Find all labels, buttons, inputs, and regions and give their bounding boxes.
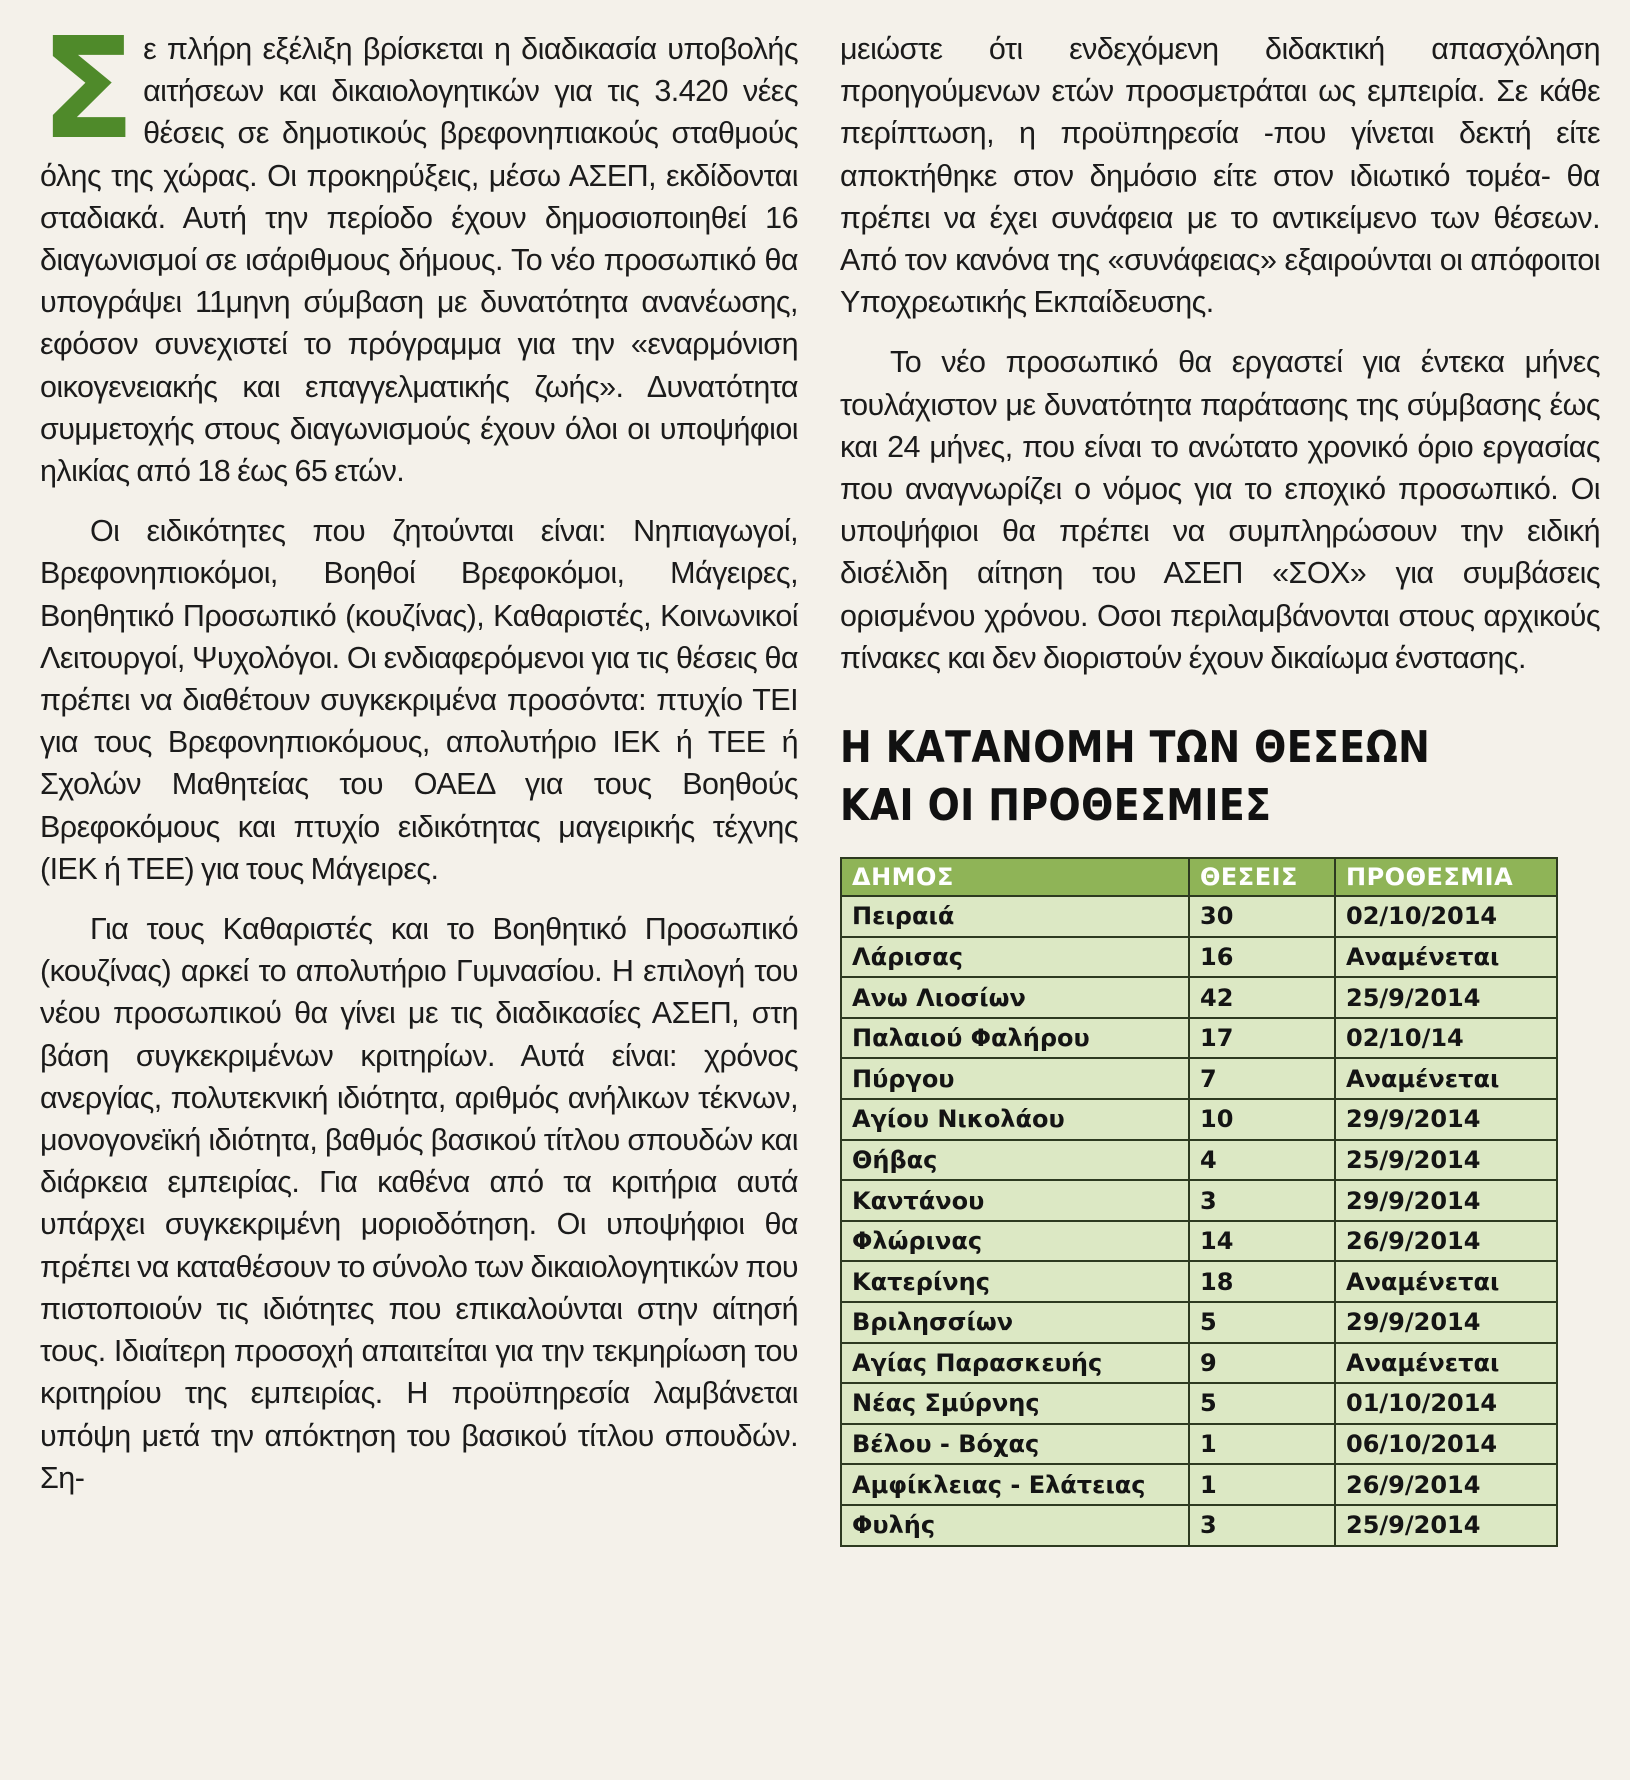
table-cell: 5 <box>1189 1383 1335 1424</box>
positions-table <box>840 857 1558 1547</box>
table-cell: 7 <box>1189 1058 1335 1099</box>
table-row <box>841 1099 1557 1140</box>
table-cell: Κατερίνης <box>841 1261 1189 1302</box>
table-row <box>841 896 1557 937</box>
box-heading-line: Η ΚΑΤΑΝΟΜΗ ΤΩΝ ΘΕΣΕΩΝ <box>840 722 1431 774</box>
table-cell: Βριλησσίων <box>841 1302 1189 1343</box>
table-cell: 4 <box>1189 1140 1335 1181</box>
table-cell: Αμφίκλειας - Ελάτειας <box>841 1464 1189 1505</box>
table-cell: 29/9/2014 <box>1335 1099 1557 1140</box>
table-cell: Θήβας <box>841 1140 1189 1181</box>
table-cell: 29/9/2014 <box>1335 1302 1557 1343</box>
table-cell: 01/10/2014 <box>1335 1383 1557 1424</box>
table-cell: 1 <box>1189 1464 1335 1505</box>
table-row <box>841 1058 1557 1099</box>
table-row <box>841 1464 1557 1505</box>
table-row <box>841 937 1557 978</box>
table-row <box>841 1261 1557 1302</box>
table-cell: 17 <box>1189 1018 1335 1059</box>
table-cell: Νέας Σμύρνης <box>841 1383 1189 1424</box>
column-header: ΠΡΟΘΕΣΜΙΑ <box>1335 858 1557 896</box>
table-cell: 1 <box>1189 1424 1335 1465</box>
table-cell: Καντάνου <box>841 1180 1189 1221</box>
paragraph: Οι ειδικότητες που ζητούνται είναι: Νηπιαγωγοί, Βρεφονηπιοκόμοι, Βοηθοί Βρεφοκόμοι, Μάγειρες, Βοηθητικό Προσωπικό (κουζίνας), Καθαριστές, Κοινωνικοί Λειτουργοί, Ψυχολόγοι. Οι ενδιαφερόμενοι για τις θέσεις θα πρέπει να διαθέτουν συγκεκριμένα προσόντα: πτυχίο ΤΕΙ για τους Βρεφονηπιοκόμους, απολυτήριο ΙΕΚ ή ΤΕΕ ή Σχολών Μαθητείας του ΟΑΕΔ για τους Βοηθούς Βρεφοκόμους και πτυχίο ειδικότητας μαγειρικής τέχνης (ΙΕΚ ή ΤΕΕ) για τους Μάγειρες. <box>40 514 798 886</box>
table-cell: 02/10/14 <box>1335 1018 1557 1059</box>
table-cell: Λάρισας <box>841 937 1189 978</box>
table-cell: 06/10/2014 <box>1335 1424 1557 1465</box>
table-cell: Παλαιού Φαλήρου <box>841 1018 1189 1059</box>
table-row <box>841 1424 1557 1465</box>
table-cell: 02/10/2014 <box>1335 896 1557 937</box>
table-cell: 16 <box>1189 937 1335 978</box>
column-header: ΔΗΜΟΣ <box>841 858 1189 896</box>
drop-cap: Σ <box>40 8 136 171</box>
table-cell: 26/9/2014 <box>1335 1221 1557 1262</box>
box-heading-line: ΚΑΙ ΟΙ ΠΡΟΘΕΣΜΙΕΣ <box>840 780 1272 832</box>
table-cell: Αγίου Νικολάου <box>841 1099 1189 1140</box>
paragraph-text: ε πλήρη εξέλιξη βρίσκεται η διαδικασία υποβολής αιτήσεων και δικαιολογητικών για τις 3.420 νέες θέσεις σε δημοτικούς βρεφονηπιακούς σταθμούς όλης της χώρας. Οι προκηρύξεις, μέσω ΑΣΕΠ, εκδίδονται σταδιακά. Αυτή την περίοδο έχουν δημοσιοποιηθεί 16 διαγωνισμοί σε ισάριθμους δήμους. Το νέο προσωπικό θα υπογράψει 11μηνη σύμβαση με δυνατότητα ανανέωσης, εφόσον συνεχιστεί το πρόγραμμα για την «εναρμόνιση οικογενειακής και επαγγελματικής ζωής». Δυνατότητα συμμετοχής στους διαγωνισμούς έχουν όλοι οι υποψήφιοι ηλικίας από 18 έως 65 ετών. <box>40 32 798 489</box>
table-row <box>841 1505 1557 1546</box>
table-row <box>841 1180 1557 1221</box>
table-cell: 26/9/2014 <box>1335 1464 1557 1505</box>
box-heading <box>840 719 1494 835</box>
table-cell: 42 <box>1189 977 1335 1018</box>
table-row <box>841 1140 1557 1181</box>
table-row <box>841 977 1557 1018</box>
table-cell: Φυλής <box>841 1505 1189 1546</box>
table-row <box>841 1018 1557 1059</box>
table-cell: Αναμένεται <box>1335 937 1557 978</box>
table-cell: Αναμένεται <box>1335 1261 1557 1302</box>
table-cell: 25/9/2014 <box>1335 1505 1557 1546</box>
table-cell: 3 <box>1189 1180 1335 1221</box>
paragraph <box>40 8 798 492</box>
paragraph: Για τους Καθαριστές και το Βοηθητικό Προσωπικό (κουζίνας) αρκεί το απολυτήριο Γυμνασίου. Η επιλογή του νέου προσωπικού θα γίνει με τις διαδικασίες ΑΣΕΠ, στη βάση συγκεκριμένων κριτηρίων. Αυτά είναι: χρόνος ανεργίας, πολυτεκνική ιδιότητα, αριθμός ανήλικων τέκνων, μονογονεϊκή ιδιότητα, βαθμός βασικού τίτλου σπουδών και διάρκεια εμπειρίας. Για καθένα από τα κριτήρια αυτά υπάρχει συγκεκριμένη μοριοδότηση. Οι υποψήφιοι θα πρέπει να καταθέσουν το σύνολο των δικαιολογητικών που πιστοποιούν τις ιδιότητες που επικαλούνται στην αίτησή τους. Ιδιαίτερη προσοχή απαιτείται για την τεκμηρίωση του κριτηρίου της εμπειρίας. Η προϋπηρεσία λαμβάνεται υπόψη μετά την απόκτηση του βασικού τίτλου σπουδών. Ση- <box>40 912 798 1495</box>
paragraph: Το νέο προσωπικό θα εργαστεί για έντεκα μήνες τουλάχιστον με δυνατότητα παράτασης της σύμβασης έως και 24 μήνες, που είναι το ανώτατο χρονικό όριο εργασίας που αναγνωρίζει ο νόμος για το εποχικό προσωπικό. Οι υποψήφιοι θα πρέπει να συμπληρώσουν την ειδική δισέλιδη αίτηση του ΑΣΕΠ «ΣΟΧ» για συμβάσεις ορισμένου χρόνου. Οσοι περιλαμβάνονται στους αρχικούς πίνακες και δεν διοριστούν έχουν δικαίωμα ένστασης. <box>840 345 1600 675</box>
table-cell: Πειραιά <box>841 896 1189 937</box>
table-cell: 9 <box>1189 1343 1335 1384</box>
table-cell: 18 <box>1189 1261 1335 1302</box>
table-cell: 3 <box>1189 1505 1335 1546</box>
table-cell: 14 <box>1189 1221 1335 1262</box>
table-header-row <box>841 858 1557 896</box>
table-cell: Βέλου - Βόχας <box>841 1424 1189 1465</box>
table-cell: Αναμένεται <box>1335 1343 1557 1384</box>
table-cell: Αναμένεται <box>1335 1058 1557 1099</box>
table-cell: Αγίας Παρασκευής <box>841 1343 1189 1384</box>
table-row <box>841 1383 1557 1424</box>
table-cell: Φλώρινας <box>841 1221 1189 1262</box>
table-cell: Ανω Λιοσίων <box>841 977 1189 1018</box>
table-cell: Πύργου <box>841 1058 1189 1099</box>
table-row <box>841 1343 1557 1384</box>
paragraph: μειώστε ότι ενδεχόμενη διδακτική απασχόληση προηγούμενων ετών προσμετράται ως εμπειρία. Σε κάθε περίπτωση, η προϋπηρεσία -που γίνεται δεκτή είτε αποκτήθηκε στον δημόσιο είτε στον ιδιωτικό τομέα- θα πρέπει να έχει συνάφεια με το αντικείμενο των θέσεων. Από τον κανόνα της «συνάφειας» εξαιρούνται οι απόφοιτοι Υποχρεωτικής Εκπαίδευσης. <box>840 32 1600 320</box>
right-column <box>840 28 1600 1547</box>
table-row <box>841 1302 1557 1343</box>
table-body <box>841 896 1557 1546</box>
table-cell: 29/9/2014 <box>1335 1180 1557 1221</box>
table-row <box>841 1221 1557 1262</box>
column-header: ΘΕΣΕΙΣ <box>1189 858 1335 896</box>
table-cell: 10 <box>1189 1099 1335 1140</box>
table-cell: 25/9/2014 <box>1335 1140 1557 1181</box>
table-cell: 25/9/2014 <box>1335 977 1557 1018</box>
table-cell: 30 <box>1189 896 1335 937</box>
table-cell: 5 <box>1189 1302 1335 1343</box>
left-column <box>40 8 798 1499</box>
